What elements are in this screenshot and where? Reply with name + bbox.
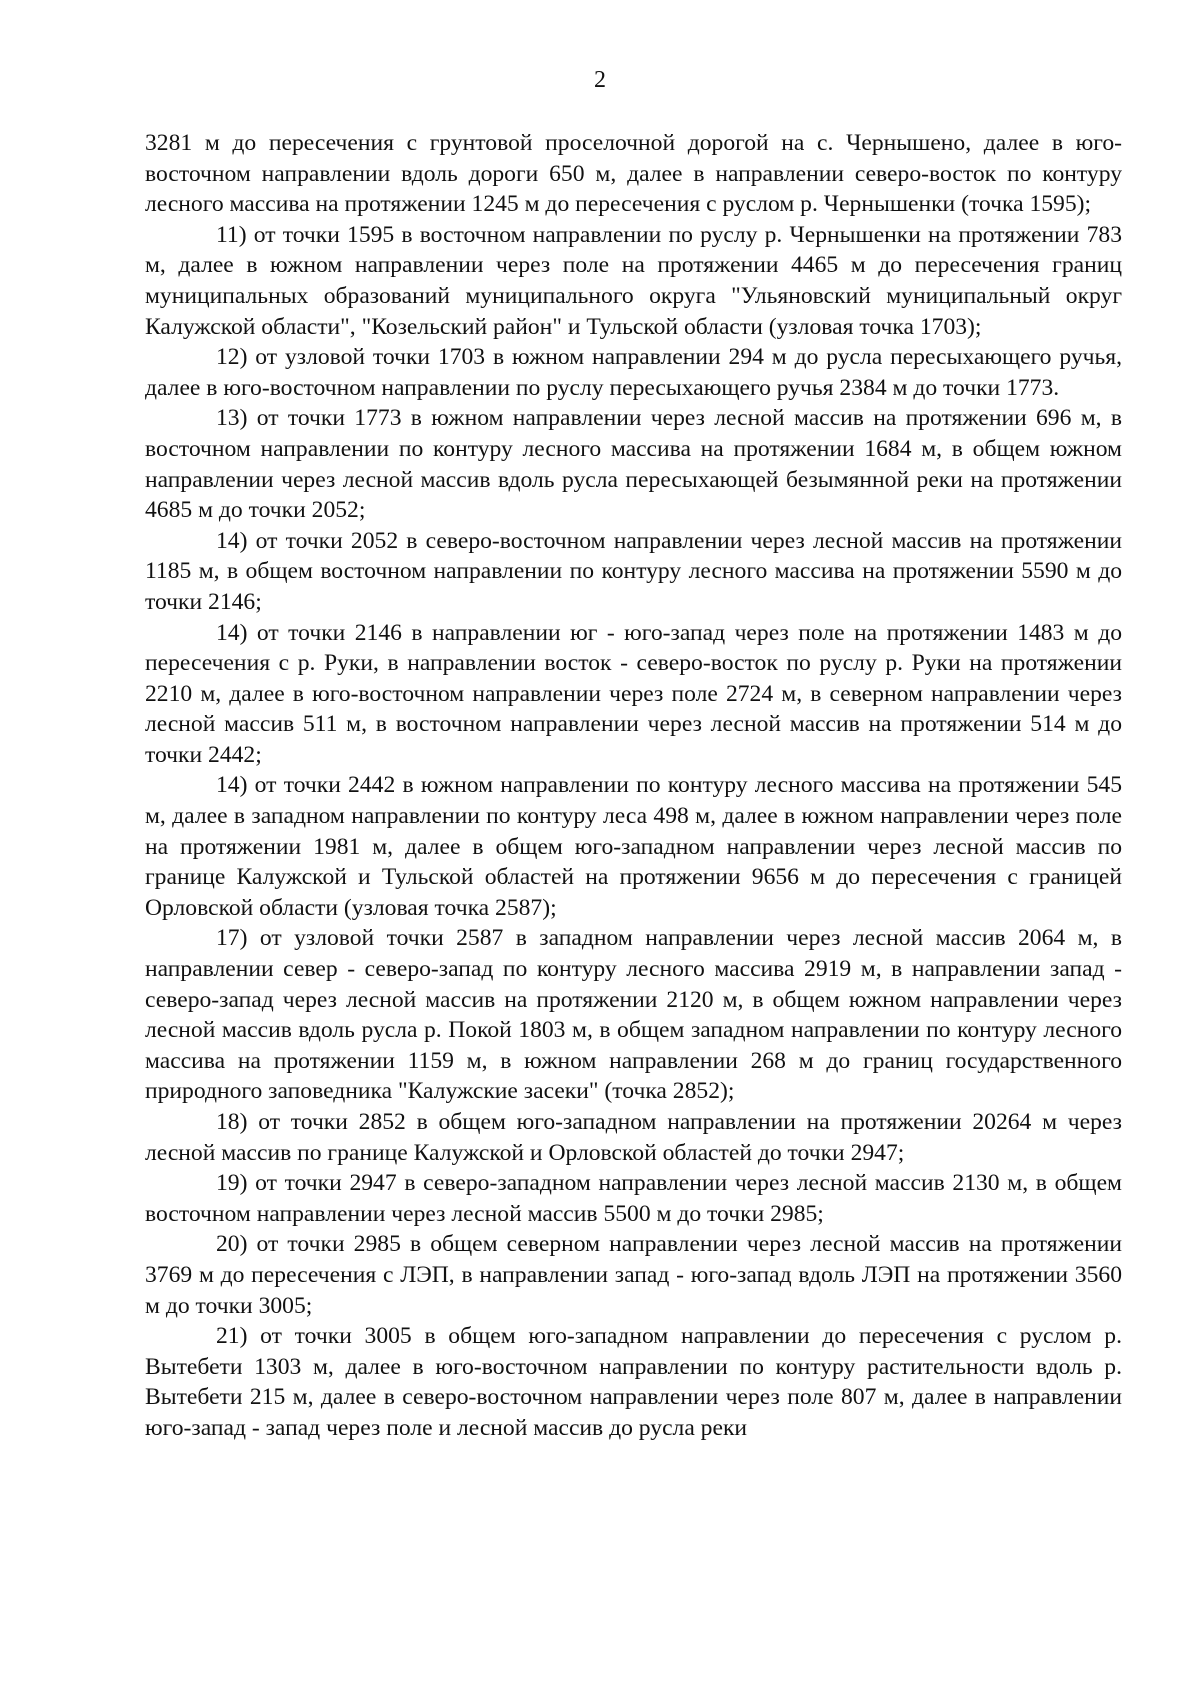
page-number: 2 — [594, 67, 606, 93]
paragraph-item-11: 11) от точки 1595 в восточном направлении по руслу р. Чернышенки на протяжении 783 м, далее в южном направлении через поле на протяжении 4465 м до пересечения границ муниципальных образований муниципального округа "Ульяновский муниципальный округ Калужской области", "Козельский район" и Тульской области (узловая точка 1703); — [145, 221, 1122, 340]
paragraph-item-14b: 14) от точки 2146 в направлении юг - юго-запад через поле на протяжении 1483 м до пересечения с р. Руки, в направлении восток - северо-восток по руслу р. Руки на протяжении 2210 м, далее в юго-восточном направлении через поле 2724 м, в северном направлении через лесной массив 511 м, в восточном направлении через лесной массив на протяжении 514 м до точки 2442; — [145, 619, 1122, 768]
document-body — [145, 128, 1122, 1444]
paragraph-item-18: 18) от точки 2852 в общем юго-западном направлении на протяжении 20264 м через лесной массив по границе Калужской и Орловской областей до точки 2947; — [145, 1109, 1122, 1166]
paragraph-item-21: 21) от точки 3005 в общем юго-западном направлении до пересечения с руслом р. Вытебети 1303 м, далее в юго-восточном направлении по контуру растительности вдоль р. Вытебети 215 м, далее в северо-восточном направлении через поле 807 м, далее в направлении юго-запад - запад через поле и лесной массив до русла реки — [145, 1323, 1122, 1441]
paragraph-item-14a: 14) от точки 2052 в северо-восточном направлении через лесной массив на протяжении 1185 м, в общем восточном направлении по контуру лесного массива на протяжении 5590 м до точки 2146; — [145, 527, 1122, 615]
paragraph-continuation: 3281 м до пересечения с грунтовой проселочной дорогой на с. Чернышено, далее в юго-восточном направлении вдоль дороги 650 м, далее в направлении северо-восток по контуру лесного массива на протяжении 1245 м до пересечения с руслом р. Чернышенки (точка 1595); — [145, 130, 1122, 218]
paragraph-item-13: 13) от точки 1773 в южном направлении через лесной массив на протяжении 696 м, в восточном направлении по контуру лесного массива на протяжении 1684 м, в общем южном направлении через лесной массив вдоль русла пересыхающей безымянной реки на протяжении 4685 м до точки 2052; — [145, 405, 1122, 524]
paragraph-item-14c: 14) от точки 2442 в южном направлении по контуру лесного массива на протяжении 545 м, далее в западном направлении по контуру леса 498 м, далее в южном направлении через поле на протяжении 1981 м, далее в общем юго-западном направлении через лесной массив по границе Калужской и Тульской областей на протяжении 9656 м до пересечения с границей Орловской области (узловая точка 2587); — [145, 772, 1122, 921]
paragraph-item-17: 17) от узловой точки 2587 в западном направлении через лесной массив 2064 м, в направлении север - северо-запад по контуру лесного массива 2919 м, в направлении запад - северо-запад через лесной массив на протяжении 2120 м, в общем южном направлении через лесной массив вдоль русла р. Покой 1803 м, в общем западном направлении по контуру лесного массива на протяжении 1159 м, в южном направлении 268 м до границ государственного природного заповедника "Калужские засеки" (точка 2852); — [145, 925, 1122, 1105]
paragraph-item-20: 20) от точки 2985 в общем северном направлении через лесной массив на протяжении 3769 м до пересечения с ЛЭП, в направлении запад - юго-запад вдоль ЛЭП на протяжении 3560 м до точки 3005; — [145, 1231, 1122, 1319]
paragraph-item-19: 19) от точки 2947 в северо-западном направлении через лесной массив 2130 м, в общем восточном направлении через лесной массив 5500 м до точки 2985; — [145, 1170, 1122, 1227]
paragraph-item-12: 12) от узловой точки 1703 в южном направлении 294 м до русла пересыхающего ручья, далее в юго-восточном направлении по руслу пересыхающего ручья 2384 м до точки 1773. — [145, 344, 1122, 401]
